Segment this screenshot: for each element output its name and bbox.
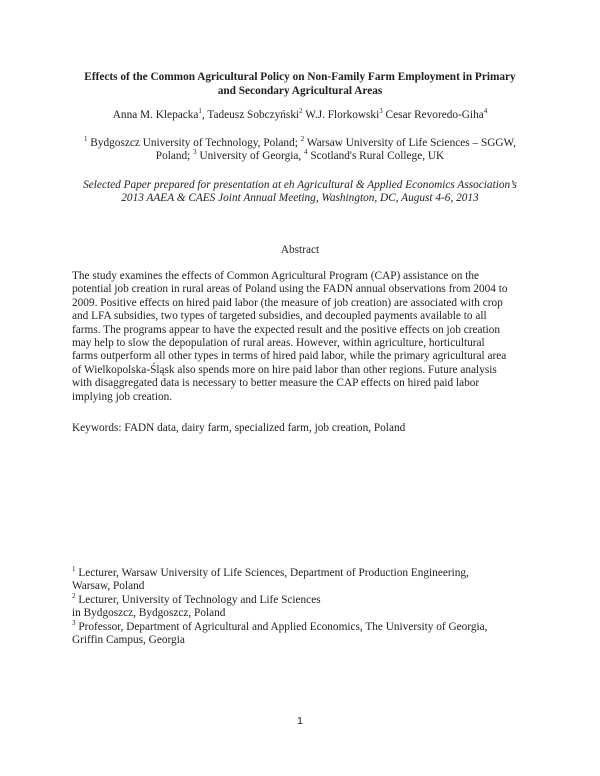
footnote-superscript: 1 <box>72 565 76 574</box>
abstract-line: The study examines the effects of Common Agricultural Program (CAP) assistance on the <box>72 270 480 282</box>
footnotes <box>72 567 538 647</box>
paper-title <box>60 71 540 98</box>
abstract-body <box>72 270 538 404</box>
footnote-superscript: 3 <box>72 618 76 627</box>
footnote-text: Lecturer, Warsaw University of Life Sciences, Department of Production Engineering, <box>75 567 469 579</box>
author-name: W.J. Florkowski <box>305 109 380 121</box>
abstract-line: with disaggregated data is necessary to better measure the CAP effects on hired paid labor <box>72 377 480 390</box>
abstract-line: and LFA subsidies, two types of targeted subsidies, and decoupled payments available to all <box>72 310 487 323</box>
affiliations-line-1 <box>60 137 540 150</box>
affiliation-3: University of Georgia, <box>196 150 305 163</box>
affiliation-superscript: 1 <box>83 135 88 144</box>
author-superscript: 1 <box>198 107 202 116</box>
title-line-2: and Secondary Agricultural Areas <box>217 84 383 97</box>
abstract-line: implying job creation. <box>72 390 173 403</box>
title-line-1: Effects of the Common Agricultural Policy on Non-Family Farm Employment in Primary <box>84 71 516 83</box>
conference-note <box>60 179 540 206</box>
abstract-line: farms outperform all other types in terms of hired paid labor, while the primary agricultural area <box>72 350 507 363</box>
footnote-2 <box>72 594 538 621</box>
abstract-heading: Abstract <box>280 244 320 256</box>
author-separator: , <box>201 109 208 121</box>
author-name: Anna M. Klepacka <box>112 109 199 121</box>
footnote-2-line-2: in Bydgoszcz, Bydgoszcz, Poland <box>72 607 226 620</box>
affiliation-superscript: 3 <box>193 148 197 157</box>
footnote-1-line-1 <box>72 567 538 580</box>
footnote-3 <box>72 618 538 648</box>
abstract-line: farms. The programs appear to have the expected result and the positive effects on job creation <box>72 323 501 336</box>
footnote-text: Lecturer, University of Technology and Life Sciences <box>75 593 321 606</box>
affiliation-superscript: 4 <box>304 148 308 157</box>
footnote-3-line-1 <box>72 618 538 634</box>
affiliations-line-2 <box>60 150 540 163</box>
abstract-line: potential job creation in rural areas of Poland using the FADN annual observations from 2004 to <box>72 283 508 296</box>
author-superscript: 2 <box>299 107 303 116</box>
affiliation-4: Scotland's Rural College, UK <box>307 150 445 163</box>
author-name: Cesar Revoredo-Giha <box>385 109 484 121</box>
footnote-text: Professor, Department of Agricultural and Applied Economics, The University of Georgia, <box>75 620 488 633</box>
page-number: 1 <box>297 715 303 727</box>
conference-note-line-1: Selected Paper prepared for presentation at eh Agricultural & Applied Economics Association’s <box>83 179 517 191</box>
abstract-line: of Wielkopolska-Śląsk also spends more on hire paid labor than other regions. Future analysis <box>72 363 497 376</box>
footnote-1-line-2: Warsaw, Poland <box>72 580 145 593</box>
author-superscript: 3 <box>379 107 383 116</box>
author-superscript: 4 <box>483 107 488 116</box>
conference-note-line-2: 2013 AAEA & CAES Joint Annual Meeting, Washington, DC, August 4-6, 2013 <box>121 192 479 205</box>
abstract-line: may help to slow the depopulation of rural areas. However, within agriculture, horticultural <box>72 337 485 350</box>
affiliations <box>60 137 540 164</box>
author-list <box>60 109 540 122</box>
footnote-superscript: 2 <box>72 592 76 601</box>
author-name: Tadeusz Sobczyński <box>207 109 300 121</box>
footnote-1 <box>72 567 538 594</box>
keywords: Keywords: FADN data, dairy farm, specialized farm, job creation, Poland <box>72 422 406 434</box>
footnote-3-line-2: Griffin Campus, Georgia <box>72 634 185 647</box>
affiliation-2-cont: Poland; <box>155 150 194 163</box>
affiliation-superscript: 2 <box>300 135 305 144</box>
affiliation-2: Warsaw University of Life Sciences – SGGW, <box>304 137 516 149</box>
footnote-2-line-1 <box>72 594 538 607</box>
abstract-line: 2009. Positive effects on hired paid labor (the measure of job creation) are associated with crop <box>72 296 503 309</box>
affiliation-1: Bydgoszcz University of Technology, Poland; <box>87 137 301 149</box>
